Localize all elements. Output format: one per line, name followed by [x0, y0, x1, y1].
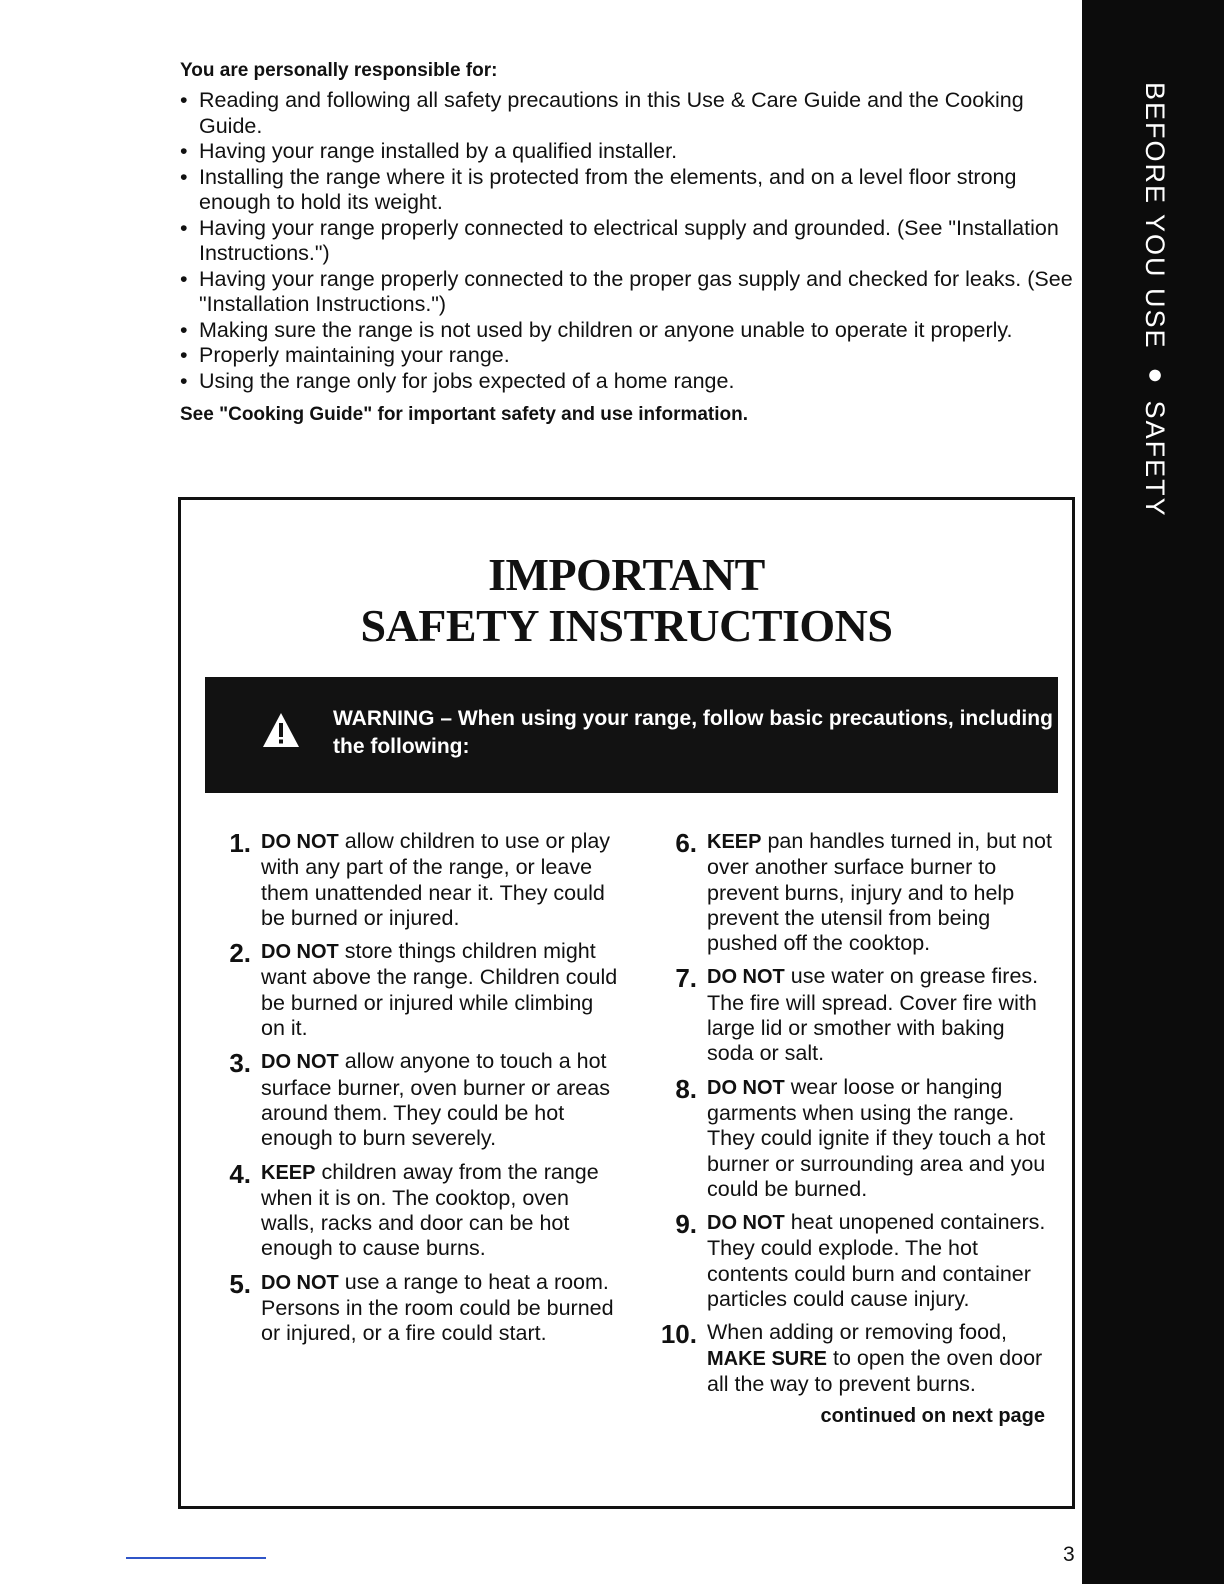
instruction-item	[647, 829, 1057, 956]
page-number: 3	[1063, 1543, 1075, 1566]
item-number: 10.	[660, 1319, 697, 1350]
instructions-column-left	[201, 829, 621, 1355]
responsibilities-section	[180, 60, 1080, 426]
bullet-icon: •	[180, 343, 188, 367]
item-keyword: KEEP	[707, 831, 762, 853]
bullet-icon: •	[180, 88, 188, 112]
instruction-item	[201, 1270, 621, 1347]
list-item: • Having your range properly connected to electrical supply and grounded. (See "Installation Instructions.")	[180, 215, 1059, 265]
bullet-icon: •	[180, 164, 188, 189]
list-item: • Installing the range where it is protected from the elements, and on a level floor strong enough to hold its weight.	[180, 164, 1017, 214]
item-number: 8.	[675, 1073, 697, 1104]
item-text: heat unopened containers. They could explode. The hot contents could burn and container particles could cause injury.	[707, 1210, 1046, 1312]
item-text: allow children to use or play with any part of the range, or leave them unattended near it. They could be burned or injured.	[261, 829, 611, 930]
item-keyword: MAKE SURE	[707, 1347, 828, 1370]
instruction-item	[201, 1049, 621, 1151]
instructions-column-right	[647, 829, 1057, 1428]
instruction-item	[647, 1210, 1057, 1312]
item-text: store things children might want above the range. Children could be burned or injured while climbing on it.	[261, 939, 618, 1041]
item-keyword: DO NOT	[261, 1271, 339, 1294]
item-number: 2.	[229, 938, 251, 969]
item-keyword: KEEP	[261, 1161, 316, 1184]
bullet-icon: •	[180, 215, 188, 240]
title-line-2: SAFETY INSTRUCTIONS	[360, 600, 893, 651]
instruction-item	[201, 829, 621, 931]
item-keyword: DO NOT	[707, 966, 785, 989]
warning-banner	[205, 677, 1058, 793]
item-text: to open the oven door all the way to prevent burns.	[707, 1345, 1043, 1396]
item-keyword: DO NOT	[261, 831, 339, 853]
bullet-icon: •	[180, 266, 188, 291]
item-text-prefix: When adding or removing food,	[707, 1320, 1007, 1345]
instruction-item	[647, 1320, 1057, 1397]
list-item: • Using the range only for jobs expected of a home range.	[180, 368, 735, 393]
item-text: pan handles turned in, but not over another surface burner to prevent burns, injury and to help prevent the utensil from being pushed off the cooktop.	[707, 829, 1052, 956]
safety-instructions-box	[178, 497, 1075, 1509]
list-item: • Having your range installed by a qualified installer.	[180, 139, 678, 163]
item-number: 1.	[229, 828, 251, 858]
list-item: • Making sure the range is not used by children or anyone unable to operate it properly.	[180, 317, 1013, 342]
item-number: 3.	[229, 1048, 251, 1079]
item-keyword: DO NOT	[707, 1076, 785, 1099]
responsibilities-heading: You are personally responsible for:	[180, 60, 498, 81]
cooking-guide-note: See "Cooking Guide" for important safety and use information.	[180, 404, 749, 425]
instruction-item	[201, 939, 621, 1041]
instruction-item	[647, 964, 1057, 1066]
item-number: 7.	[675, 963, 697, 994]
instruction-item	[201, 1160, 621, 1262]
footer-rule	[126, 1557, 266, 1559]
title-line-1: IMPORTANT	[488, 549, 765, 600]
bullet-icon: •	[180, 368, 188, 393]
item-text: allow anyone to touch a hot surface burner, oven burner or areas around them. They could be hot enough to burn severely.	[261, 1049, 610, 1151]
side-tab-label: BEFORE YOU USE ● SAFETY	[1140, 82, 1170, 518]
bullet-icon: •	[180, 139, 188, 163]
item-text: wear loose or hanging garments when using the range. They could ignite if they touch a hot burner or surrounding area and you could be burned.	[707, 1074, 1046, 1201]
bullet-icon: •	[180, 317, 188, 342]
continued-note: continued on next page	[820, 1405, 1045, 1428]
item-text: use a range to heat a room. Persons in the room could be burned or injured, or a fire could start.	[261, 1269, 614, 1346]
list-item: • Reading and following all safety precautions in this Use & Care Guide and the Cooking Guide.	[180, 88, 1024, 138]
item-text: use water on grease fires. The fire will spread. Cover fire with large lid or smother with baking soda or salt.	[707, 964, 1039, 1066]
warning-text: WARNING – When using your range, follow basic precautions, including the following:	[333, 707, 1053, 758]
responsibilities-list	[180, 88, 1080, 394]
item-number: 5.	[229, 1268, 251, 1299]
item-keyword: DO NOT	[261, 941, 339, 964]
safety-title	[181, 549, 1072, 651]
warning-icon	[261, 711, 301, 749]
item-text: children away from the range when it is on. The cooktop, oven walls, racks and door can be hot enough to cause burns.	[261, 1159, 599, 1261]
item-number: 4.	[229, 1158, 251, 1189]
item-number: 9.	[675, 1209, 697, 1240]
list-item: • Having your range properly connected to the proper gas supply and checked for leaks. (See "Installation Instructions.")	[180, 266, 1073, 316]
instruction-item	[647, 1075, 1057, 1202]
item-keyword: DO NOT	[707, 1212, 785, 1235]
item-keyword: DO NOT	[261, 1051, 339, 1074]
list-item: • Properly maintaining your range.	[180, 343, 510, 367]
item-number: 6.	[675, 828, 697, 858]
